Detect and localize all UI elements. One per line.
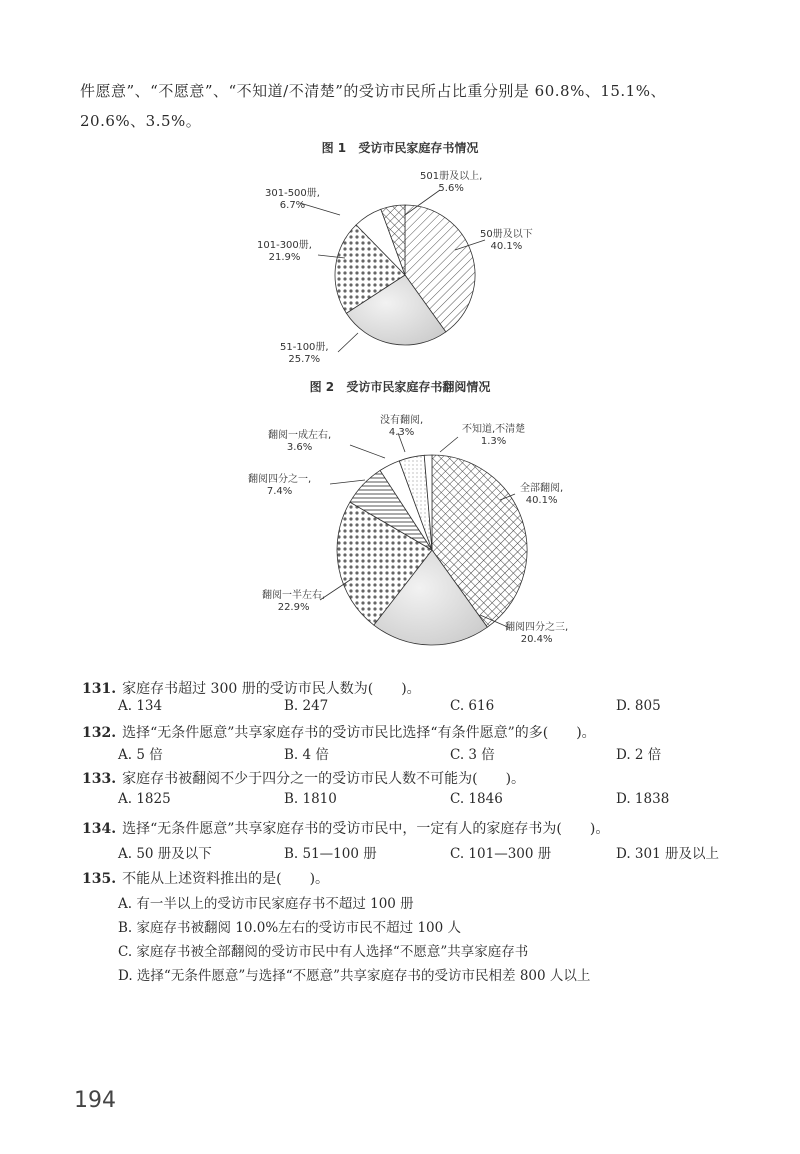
pie1-label-50-below: 50册及以下 40.1% (480, 229, 533, 252)
option-d[interactable]: D. 805 (616, 698, 661, 714)
intro-line-1: 件愿意”、“不愿意”、“不知道/不清楚”的受访市民所占比重分别是 60.8%、15.1%、 (80, 82, 666, 100)
option-d[interactable]: D. 301 册及以上 (616, 846, 719, 862)
option-a[interactable]: A. 5 倍 (118, 747, 163, 763)
option-a[interactable]: A. 50 册及以下 (118, 846, 212, 862)
option-a[interactable]: A. 1825 (118, 791, 171, 807)
pie2-label-one-quarter: 翻阅四分之一, 7.4% (248, 474, 312, 497)
pie2-label-none: 没有翻阅, 4.3% (380, 415, 424, 438)
question-134: 134. 选择“无条件愿意”共享家庭存书的受访市民中，一定有人的家庭存书为( )。 (82, 821, 610, 837)
option-d[interactable]: D. 1838 (616, 791, 670, 807)
pie2-label-half: 翻阅一半左右, 22.9% (262, 590, 326, 613)
pie2-label-three-quarter: 翻阅四分之三, 20.4% (505, 622, 569, 645)
question-133: 133. 家庭存书被翻阅不少于四分之一的受访市民人数不可能为( )。 (82, 771, 526, 787)
pie1-label-101-300: 101-300册, 21.9% (257, 240, 312, 263)
option-d[interactable]: D. 选择“无条件愿意”与选择“不愿意”共享家庭存书的受访市民相差 800 人以上 (118, 968, 591, 984)
option-c[interactable]: C. 3 倍 (450, 747, 495, 763)
option-b[interactable]: B. 家庭存书被翻阅 10.0%左右的受访市民不超过 100 人 (118, 920, 462, 936)
option-b[interactable]: B. 51—100 册 (284, 846, 377, 862)
intro-line-2: 20.6%、3.5%。 (80, 112, 202, 130)
option-c[interactable]: C. 101—300 册 (450, 846, 552, 862)
pie-chart-2 (337, 455, 527, 645)
option-c[interactable]: C. 616 (450, 698, 495, 714)
option-b[interactable]: B. 4 倍 (284, 747, 329, 763)
figure-1-label: 图 1 (321, 141, 347, 155)
figure-2-label: 图 2 (309, 380, 335, 394)
option-c[interactable]: C. 1846 (450, 791, 503, 807)
pie1-label-51-100: 51-100册, 25.7% (280, 342, 329, 365)
question-135: 135. 不能从上述资料推出的是( )。 (82, 871, 330, 887)
pie1-label-501-plus: 501册及以上, 5.6% (420, 171, 483, 194)
pie1-label-301-500: 301-500册, 6.7% (265, 188, 320, 211)
pie2-label-all: 全部翻阅, 40.1% (520, 483, 564, 506)
option-a[interactable]: A. 有一半以上的受访市民家庭存书不超过 100 册 (118, 896, 414, 912)
question-131: 131. 家庭存书超过 300 册的受访市民人数为( )。 (82, 681, 421, 697)
option-b[interactable]: B. 247 (284, 698, 329, 714)
pie2-label-one-tenth: 翻阅一成左右, 3.6% (268, 430, 332, 453)
pie2-label-unknown: 不知道,不清楚 1.3% (462, 424, 526, 447)
option-b[interactable]: B. 1810 (284, 791, 337, 807)
page-number: 194 (74, 1088, 116, 1113)
option-c[interactable]: C. 家庭存书被全部翻阅的受访市民中有人选择“不愿意”共享家庭存书 (118, 944, 529, 960)
option-d[interactable]: D. 2 倍 (616, 747, 662, 763)
pie-chart-1 (335, 205, 475, 345)
option-a[interactable]: A. 134 (118, 698, 163, 714)
figure-1-caption: 受访市民家庭存书情况 (358, 141, 479, 155)
figure-2-caption: 受访市民家庭存书翻阅情况 (346, 380, 491, 394)
question-132: 132. 选择“无条件愿意”共享家庭存书的受访市民比选择“有条件愿意”的多( )。 (82, 725, 596, 741)
